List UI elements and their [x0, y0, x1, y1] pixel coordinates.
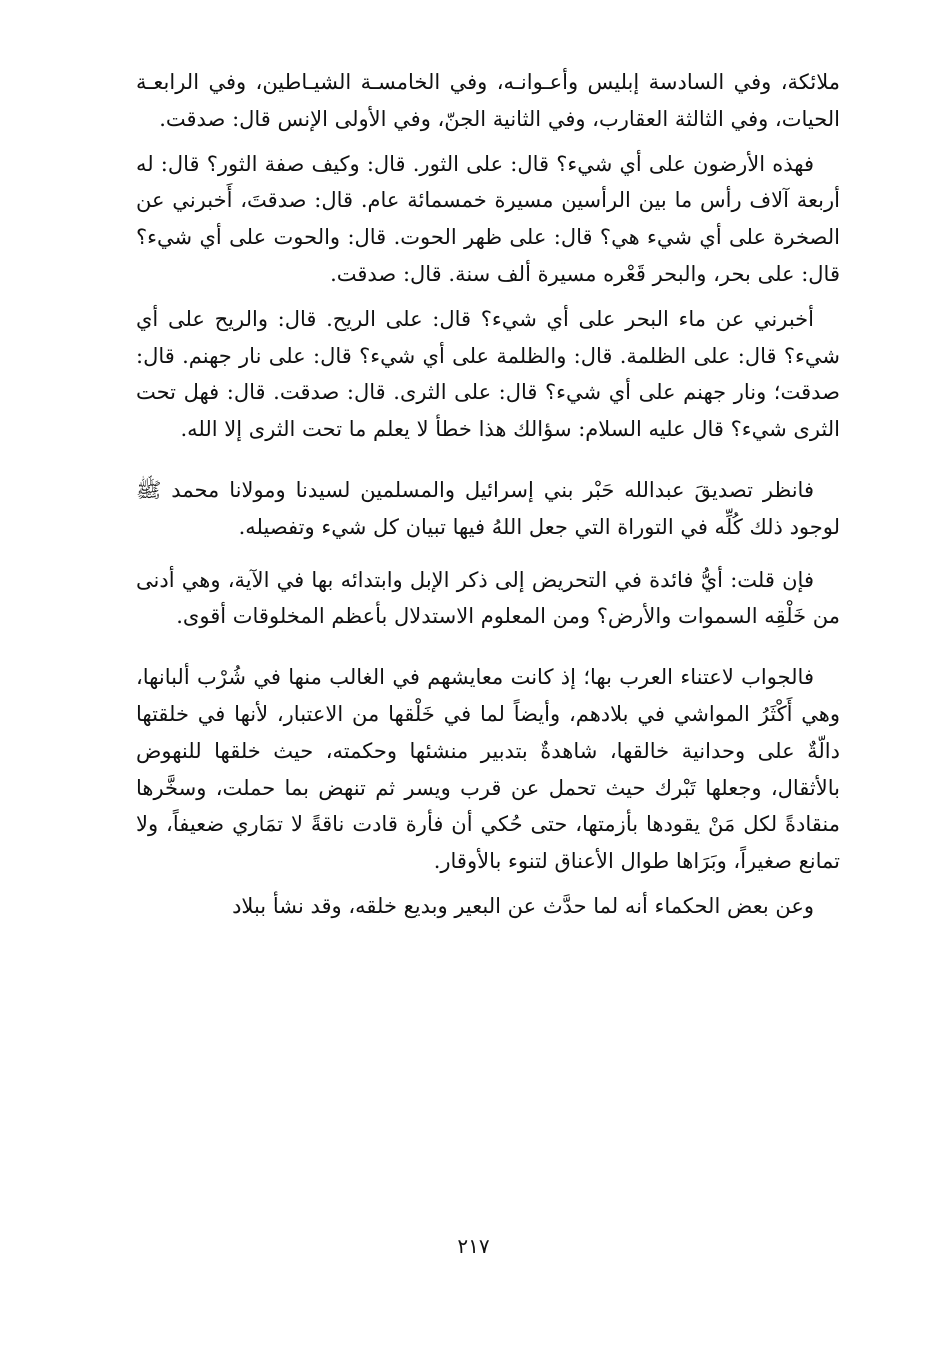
paragraph-gap [136, 546, 840, 562]
paragraph-gap [136, 448, 840, 472]
paragraph-1: ملائكة، وفي السادسة إبليس وأعـوانـه، وفي الخامسـة الشيـاطين، وفي الرابعـة الحيات، وفي الثالثة العقارب، وفي الثانية الجنّ، وفي الأولى الإنس قال: صدقت. [136, 70, 840, 131]
paragraph-gap [136, 880, 840, 888]
paragraph-5: فإن قلت: أيُّ فائدة في التحريض إلى ذكر الإبل وابتدائه بها في الآية، وهي أدنى من خَلْقِه السموات والأرض؟ ومن المعلوم الاستدلال بأعظم المخلوقات أقوى. [136, 567, 840, 629]
paragraph-gap [136, 293, 840, 301]
paragraph-3: أخبرني عن ماء البحر على أي شيء؟ قال: على الريح. قال: والريح على أي شيء؟ قال: على الظلمة. قال: والظلمة على أي شيء؟ قال: على نار جهنم. قال: صدقت؛ ونار جهنم على أي شيء؟ قال: على الثرى. قال: صدقت. قال: فهل تحت الثرى شيء؟ قال عليه السلام: سؤالك هذا خطأ لا يعلم ما تحت الثرى إلا الله. [136, 306, 840, 442]
paragraph-4: فانظر تصديقَ عبدالله حَبْر بني إسرائيل والمسلمين لسيدنا ومولانا محمد ﷺ لوجود ذلك كُلِّه في التوراة التي جعل اللهُ فيها تبيان كل شيء وتفصيله. [136, 477, 840, 539]
paragraph-gap [136, 635, 840, 659]
main-text [136, 64, 840, 925]
paragraph-2: فهذه الأرضون على أي شيء؟ قال: على الثور. قال: وكيف صفة الثور؟ قال: له أربعة آلاف رأس ما بين الرأسين مسيرة خمسمائة عام. قال: صدقتَ، أَخبرني عن الصخرة على أي شيء هي؟ قال: على ظهر الحوت. قال: والحوت على أي شيء؟ قال: على بحر، والبحر قَعْره مسيرة ألف سنة. قال: صدقت. [136, 151, 840, 286]
paragraph-7: وعن بعض الحكماء أنه لما حدَّث عن البعير وبديع خلقه، وقد نشأ ببلاد [232, 893, 814, 918]
page-number: ٢١٧ [457, 1234, 490, 1258]
paragraph-6: فالجواب لاعتناء العرب بها؛ إذ كانت معايشهم في الغالب منها في شُرْب ألبانها، وهي أَكْثَرُ المواشي في بلادهم، وأيضاً لما في خَلْقها من الاعتبار، لأنها في خلقتها دالّةٌ على وحدانية خالقها، شاهدةٌ بتدبير منشئها وحكمته، حيث خلقها للنهوض بالأثقال، وجعلها تَبْرك حيث تحمل عن قرب ويسر ثم تنهض بما حملت، وسخَّرها منقادةً لكل مَنْ يقودها بأزمتها، حتى حُكي أن فأرة قادت ناقةً لا تمَاري ضعيفاً، ولا تمانع صغيراً، وبَرَاها طوال الأعناق لتنوء بالأوقار. [136, 665, 840, 874]
paragraph-gap [136, 138, 840, 146]
